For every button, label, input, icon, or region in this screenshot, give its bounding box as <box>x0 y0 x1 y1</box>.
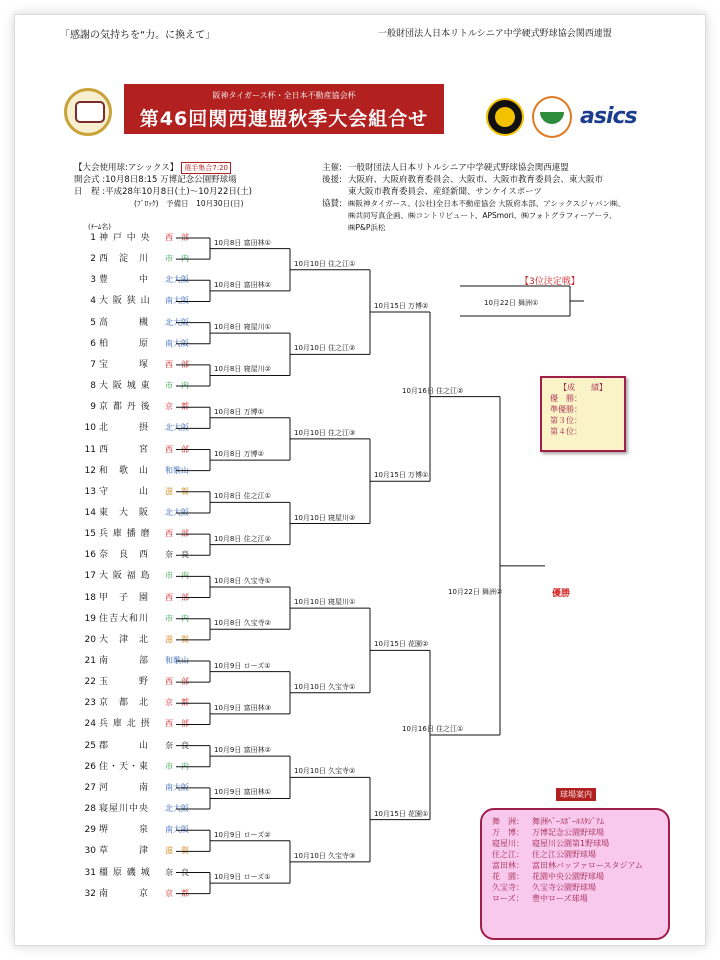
venue-item <box>492 893 658 904</box>
venue-guide-box <box>480 808 670 940</box>
team-name: 大 阪 福 島 <box>99 571 151 582</box>
support-text-1: 大阪府、大阪府教育委員会、大阪市、大阪市教育委員会、東大阪市 <box>348 175 604 185</box>
venue-item <box>492 871 658 882</box>
team-number: 3 <box>90 275 96 286</box>
team-number: 32 <box>84 888 96 899</box>
team-name: 柏 原 <box>99 338 150 349</box>
third-place-match: 10月22日 舞洲① <box>484 299 539 307</box>
team-number: 26 <box>84 761 96 772</box>
team-name: 住・天・東 <box>99 761 150 772</box>
team-number: 6 <box>90 338 96 349</box>
team-region: 北大阪 <box>165 423 189 433</box>
opening-info: 開会式 :10月8日8:15 万博記念公園野球場 <box>74 175 237 185</box>
round3-match-label: 10月15日 万博② <box>374 302 429 311</box>
team-region: 奈 良 <box>165 550 189 560</box>
team-name: 兵 庫 播 磨 <box>99 529 151 540</box>
team-region: 西 部 <box>165 444 189 454</box>
round1-match-label: 10月9日 ローズ① <box>214 873 271 882</box>
team-number: 30 <box>84 846 96 857</box>
round1-match-label: 10月8日 富田林① <box>214 238 271 247</box>
team-number: 17 <box>84 571 96 582</box>
final-match-label: 10月22日 舞洲② <box>448 588 503 596</box>
venue-guide-title: 球場案内 <box>556 788 596 801</box>
team-region: 北大阪 <box>165 507 189 517</box>
round2-match-label: 10月10日 寝屋川① <box>294 598 356 607</box>
team-number: 18 <box>84 592 96 603</box>
venue-name: 豊中ローズ球場 <box>532 894 588 903</box>
team-name: 守 山 <box>99 486 150 497</box>
venue-key: 住之江： <box>492 850 524 859</box>
team-region: 西 部 <box>165 529 189 539</box>
result-runner-up: 準優勝： <box>550 405 582 414</box>
team-number: 16 <box>84 550 96 561</box>
team-number: 8 <box>90 381 96 392</box>
team-number: 14 <box>84 507 96 518</box>
team-region: 南大阪 <box>165 782 189 792</box>
team-region: 京 都 <box>165 698 189 708</box>
round2-match-label: 10月10日 住之江③ <box>294 428 356 437</box>
round2-match-label: 10月10日 住之江① <box>294 259 356 268</box>
results-title: 【成 績】 <box>559 383 607 392</box>
team-region: 滋 賀 <box>165 486 189 496</box>
team-name: 郡 山 <box>99 740 150 751</box>
team-region: 滋 賀 <box>165 634 189 644</box>
organizer-label: 主催: <box>322 163 342 173</box>
assembly-badge: 選手集合7:20 <box>181 162 231 174</box>
result-third: 第３位： <box>550 416 582 425</box>
team-number: 1 <box>90 233 96 243</box>
team-name: 和 歌 山 <box>99 465 150 476</box>
team-region: 和歌山 <box>165 465 189 475</box>
team-name: 西 宮 <box>99 444 150 455</box>
round3-match-label: 10月15日 花園① <box>374 809 429 818</box>
team-name: 大 阪 狭 山 <box>99 296 151 307</box>
team-region: 奈 良 <box>165 867 189 877</box>
page-title: 第46回関西連盟秋季大会組合せ <box>139 108 429 130</box>
team-number: 19 <box>84 613 96 624</box>
round1-match-label: 10月8日 住之江① <box>214 492 271 501</box>
team-name: 橿 原 磯 城 <box>99 867 151 878</box>
round3-match-label: 10月15日 花園② <box>374 640 429 649</box>
venue-item <box>492 816 658 827</box>
organizer-text: 一般財団法人日本リトルシニア中学硬式野球協会関西連盟 <box>348 163 569 173</box>
team-number: 7 <box>90 359 96 370</box>
round2-match-label: 10月10日 久宝寺① <box>294 682 356 691</box>
team-number: 10 <box>84 423 96 434</box>
team-number: 12 <box>84 465 96 476</box>
team-number: 25 <box>84 740 96 751</box>
team-number: 15 <box>84 529 96 540</box>
venue-item <box>492 849 658 860</box>
venue-name: 舞洲ﾍﾞｰｽﾎﾞｰﾙｽﾀｼﾞｱﾑ <box>532 817 604 826</box>
venue-key: 万 博： <box>492 828 524 837</box>
sponsor-label: 協賛: <box>322 199 342 209</box>
team-number: 29 <box>84 825 96 836</box>
round1-match-label: 10月9日 ローズ① <box>214 661 271 670</box>
team-region: 市 内 <box>165 571 189 581</box>
round1-match-label: 10月8日 富田林② <box>214 280 271 289</box>
team-name: 玉 野 <box>99 677 150 688</box>
team-number: 22 <box>84 677 96 688</box>
team-region: 京 都 <box>165 402 189 412</box>
round2-match-label: 10月10日 久宝寺③ <box>294 851 356 860</box>
team-region: 西 部 <box>165 719 189 729</box>
team-name: 寝屋川中央 <box>99 804 150 815</box>
schedule-info: 日 程 :平成28年10月8日(土)～10月22日(土) <box>74 187 253 197</box>
round1-match-label: 10月8日 万博② <box>214 450 264 459</box>
team-name: 京 都 北 <box>99 698 150 709</box>
round1-match-label: 10月8日 久宝寺② <box>214 619 271 628</box>
team-name: 北 摂 <box>99 423 150 434</box>
team-name: 大 津 北 <box>99 634 150 645</box>
team-number: 4 <box>90 296 96 307</box>
team-number: 21 <box>84 656 96 666</box>
round1-match-label: 10月8日 久宝寺① <box>214 576 271 585</box>
team-name: 河 南 <box>99 782 150 793</box>
team-region: 南大阪 <box>165 825 189 835</box>
team-number: 9 <box>90 402 96 413</box>
venue-name: 久宝寺公園野球場 <box>532 883 596 892</box>
support-label: 後援: <box>322 175 342 185</box>
team-name: 堺 泉 <box>99 825 150 836</box>
sponsor-text-3: ㈱P&P浜松 <box>348 223 386 232</box>
round1-match-label: 10月9日 富田林① <box>214 788 271 797</box>
team-name: 南 部 <box>99 656 150 666</box>
team-name: 兵 庫 北 摂 <box>99 719 151 730</box>
venue-key: ローズ： <box>492 894 524 903</box>
team-region: 北大阪 <box>165 317 189 327</box>
support-text-2: 東大阪市教育委員会、産経新聞、サンケイスポーツ <box>348 187 542 197</box>
motto-text: 「感謝の気持ちを“力。に換えて」 <box>60 30 216 41</box>
venue-key: 舞 洲： <box>492 817 524 826</box>
round2-match-label: 10月10日 寝屋川② <box>294 513 356 522</box>
team-region: 南大阪 <box>165 296 189 306</box>
team-region: 市 内 <box>165 613 189 623</box>
round1-match-label: 10月9日 ローズ② <box>214 830 271 839</box>
semi-match-label: 10月16日 住之江① <box>402 725 464 734</box>
venue-item <box>492 838 658 849</box>
venue-name: 花園中央公園野球場 <box>532 872 604 881</box>
result-fourth: 第４位： <box>550 427 582 436</box>
round3-match-label: 10月15日 万博① <box>374 471 429 480</box>
third-place-title: 【3位決定戦】 <box>520 277 580 287</box>
venue-name: 寝屋川公園第1野球場 <box>532 839 610 848</box>
title-subtitle: 阪神タイガース杯・全日本不動産協会杯 <box>212 91 356 100</box>
team-region: 市 内 <box>165 381 189 391</box>
venue-key: 寝屋川： <box>492 839 524 848</box>
round1-match-label: 10月9日 富田林③ <box>214 703 271 712</box>
round1-match-label: 10月8日 寝屋川② <box>214 365 271 374</box>
team-name: 大 阪 城 東 <box>99 381 151 392</box>
champion-label: 優勝 <box>552 589 571 599</box>
team-column-label: (ﾁｰﾑ名) <box>88 223 111 231</box>
team-name: 高 槻 <box>99 317 150 328</box>
team-name: 豊 中 <box>99 275 150 286</box>
round1-match-label: 10月8日 寝屋川① <box>214 323 271 332</box>
team-region: 西 部 <box>165 592 189 602</box>
team-region: 和歌山 <box>165 656 189 665</box>
team-name: 草 津 <box>99 846 150 857</box>
venue-key: 富田林： <box>492 861 524 870</box>
semi-match-label: 10月16日 住之江② <box>402 386 464 395</box>
sponsor-text-2: ㈱共同写真企画、㈱コントリビュート、APSmori、㈱フォトグラフィーアーラ、 <box>348 211 617 220</box>
round1-match-label: 10月8日 万博① <box>214 407 264 416</box>
team-number: 13 <box>84 486 96 497</box>
results-box <box>540 376 626 452</box>
team-region: 北大阪 <box>165 275 189 285</box>
team-region: 西 部 <box>165 233 189 242</box>
reserve-info: (ﾌﾞﾛｯｸ) 予備日 10月30日(日) <box>134 199 244 208</box>
team-name: 奈 良 西 <box>99 550 150 561</box>
team-number: 11 <box>84 444 96 455</box>
round1-match-label: 10月8日 住之江② <box>214 534 271 543</box>
team-number: 5 <box>90 317 96 328</box>
team-number: 23 <box>84 698 96 709</box>
team-region: 市 内 <box>165 254 189 264</box>
team-name: 西 淀 川 <box>99 254 150 265</box>
team-number: 2 <box>90 254 96 265</box>
team-name: 住吉大和川 <box>99 613 150 624</box>
team-region: 南大阪 <box>165 338 189 348</box>
round2-match-label: 10月10日 住之江② <box>294 344 356 353</box>
venue-name: 富田林バッファロースタジアム <box>532 861 643 870</box>
team-number: 28 <box>84 804 96 815</box>
team-name: 京 都 丹 後 <box>99 402 151 413</box>
ball-info: 【大会使用球:アシックス】 <box>74 163 179 173</box>
team-name: 南 京 <box>99 888 150 899</box>
team-region: 西 部 <box>165 359 189 369</box>
venue-key: 花 園： <box>492 872 524 881</box>
team-region: 滋 賀 <box>165 846 189 856</box>
team-number: 24 <box>84 719 96 730</box>
team-region: 京 都 <box>165 888 189 898</box>
team-number: 27 <box>84 782 96 793</box>
team-name: 神 戸 中 央 <box>99 233 151 243</box>
venue-item <box>492 882 658 893</box>
team-region: 市 内 <box>165 761 189 771</box>
sponsor-text-1: ㈱阪神タイガース、(公社)全日本不動産協会 大阪府本部、アシックスジャパン㈱、 <box>348 199 626 208</box>
team-number: 20 <box>84 634 96 645</box>
result-winner: 優 勝： <box>550 394 582 403</box>
team-region: 奈 良 <box>165 740 189 750</box>
team-name: 東 大 阪 <box>99 507 150 518</box>
team-region: 北大阪 <box>165 804 189 814</box>
team-name: 宝 塚 <box>99 359 150 370</box>
asics-logo: asics <box>580 104 637 129</box>
venue-item <box>492 860 658 871</box>
team-region: 西 部 <box>165 677 189 687</box>
team-number: 31 <box>84 867 96 878</box>
venue-name: 万博記念公園野球場 <box>532 828 604 837</box>
round1-match-label: 10月9日 富田林② <box>214 746 271 755</box>
organization-text: 一般財団法人日本リトルシニア中学硬式野球協会関西連盟 <box>378 29 612 39</box>
venue-key: 久宝寺： <box>492 883 524 892</box>
venue-item <box>492 827 658 838</box>
venue-name: 住之江公園野球場 <box>532 850 596 859</box>
round2-match-label: 10月10日 久宝寺② <box>294 767 356 776</box>
team-name: 甲 子 園 <box>99 592 150 603</box>
